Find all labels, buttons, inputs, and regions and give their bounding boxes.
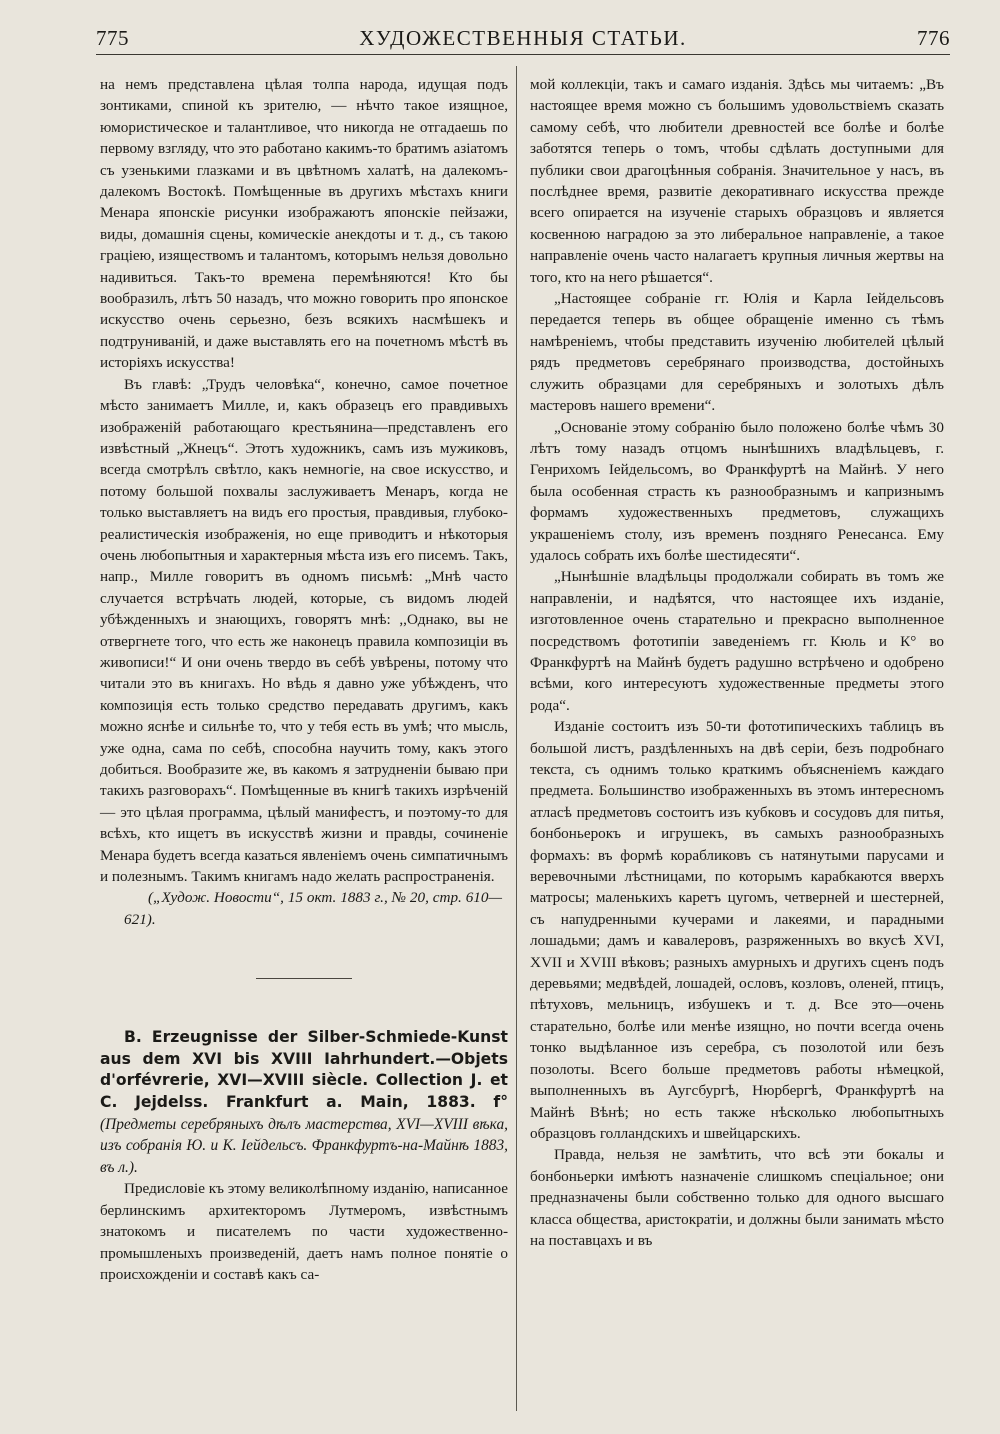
paragraph: Правда, нельзя не замѣтить, что всѣ эти бокалы и бонбоньерки имѣютъ назначеніе слишкомъ спеціальное; они предназначены были собственно только для одного высшаго класса общества, аристократіи, и должны были занимать мѣсто на поставцахъ и въ bbox=[530, 1146, 944, 1249]
running-title: ХУДОЖЕСТВЕННЫЯ СТАТЬИ. bbox=[359, 26, 687, 50]
paragraph: Изданіе состоитъ изъ 50-ти фототипическихъ таблицъ въ большой листъ, раздѣленныхъ на двѣ серіи, безъ подробнаго текста, съ однимъ только краткимъ объясненіемъ каждаго предмета. Большинство изображенныхъ въ этомъ интересномъ атласѣ предметовъ состоитъ изъ кубковъ и сосудовъ для питья, бонбоньерокъ и игрушекъ, въ самыхъ разнообразныхъ формахъ: въ формѣ корабликовъ съ натянутыми парусами и веревочными лѣстницами, по которымъ карабкаются вверхъ матросы; маленькихъ каретъ цугомъ, четверней и шестерней, съ напудренными кучерами и лакеями, и парадными лошадьми; дамъ и кавалеровъ, разряженныхъ во вкусѣ XVI, XVII и XVIII вѣковъ; разныхъ амурныхъ и другихъ сценъ подъ деревьями; медвѣдей, лошадей, ословъ, козловъ, оленей, птицъ, пѣтуховъ, мельницъ, избушекъ и т. д. Все это—очень старательно, болѣе или менѣе изящно, но почти всегда очень тонко выдѣланное изъ серебра, съ позолотой или безъ позолоты. Всего больше предметовъ работы нѣмецкой, выполненныхъ въ Аугсбургѣ, Нюрбергѣ, Франкфуртѣ на Майнѣ Вѣнѣ; но есть также нѣсколько любопытныхъ образцовъ голландскихъ и швейцарскихъ. bbox=[530, 718, 944, 1142]
paragraph: на немъ представлена цѣлая толпа народа, идущая подъ зонтиками, спиной къ зрителю, — нѣчто такое изящное, юмористическое и талантливое, что никогда не отгадаешь по первому взгляду, что это работано какимъ-то братимъ азіатомъ съ узенькими глазками и въ цвѣтномъ халатѣ, на далекомъ-далекомъ Востокѣ. Помѣщенные въ другихъ мѣстахъ книги Менара японскіе рисунки изображаютъ японскіе пейзажи, виды, домашнія сцены, комическіе анекдоты и т. д., съ такою граціею, изяществомъ и талантомъ, которымъ нельзя довольно надивиться. Такъ-то времена перемѣняются! Кто бы вообразилъ, лѣтъ 50 назадъ, что можно говорить про японское искусство очень серьезно, безъ всякихъ насмѣшекъ и подтруниваній, и даже выставлять его на почетномъ мѣстѣ въ исторіяхъ искусства! bbox=[100, 76, 508, 372]
paragraph: мой коллекціи, такъ и самаго изданія. Здѣсь мы читаемъ: „Въ настоящее время можно съ большимъ удовольствіемъ сказать самому себѣ, что любители древностей все болѣе и болѣе заботятся теперь о томъ, чтобы сдѣлать доступными для публики свои драгоцѣнныя собранія. Значительное у насъ, въ послѣднее время, развитіе декоративнаго искусства прежде всего опирается на изученіе старыхъ образцовъ и является косвенною наградою за это либеральное направленіе, а такое направленіе очень часто налагаетъ крупныя личныя жертвы на того, кто на него рѣшается“. bbox=[530, 76, 944, 286]
running-header bbox=[96, 22, 950, 55]
paragraph: Предисловіе къ этому великолѣпному изданію, написанное берлинскимъ архитекторомъ Лутмеромъ, извѣстнымъ знатокомъ и писателемъ по части художественно-промышленыхъ произведеній, даетъ намъ полное понятіе о происхожденіи и составѣ какъ са- bbox=[100, 1180, 508, 1284]
paragraph: „Нынѣшніе владѣльцы продолжали собирать въ томъ же направленіи, и надѣятся, что настоящее ихъ изданіе, изготовленное очень старательно и прекрасно выполненное посредствомъ фототипіи заведеніемъ гг. Кюль и К° во Франкфуртѣ на Майнѣ будетъ радушно встрѣчено и одобрено всѣми, кого интересуютъ художественные предметы этого рода“. bbox=[530, 568, 944, 714]
paragraph: Въ главѣ: „Трудъ человѣка“, конечно, самое почетное мѣсто занимаетъ Милле, и, какъ образецъ его правдивыхъ изображеній работающаго крестьянина—представленъ его извѣстный „Жнецъ“. Этотъ художникъ, самъ изъ мужиковъ, всегда смотрѣлъ свѣтло, какъ немногіе, на свое искусство, и потому большой похвалы заслуживаетъ Менаръ, когда не только выставляетъ на видъ его простыя, правдивыя, глубоко-реалистическія изображенія, но еще приводитъ и нѣкоторыя очень любопытныя и характерныя мѣста изъ его писемъ. Такъ, напр., Милле говоритъ въ одномъ письмѣ: „Мнѣ часто случается встрѣчать людей, которые, съ видомъ людей убѣжденныхъ и знающихъ, говорятъ мнѣ: ,,Однако, вы не отвергнете того, что есть же наконецъ правила композиціи въ живописи!“ И они очень твердо въ себѣ увѣрены, потому что читали это въ книгахъ. Но вѣдь я давно уже убѣжденъ, что композиція есть только средство передавать другимъ, какъ можно яснѣе и сильнѣе то, что у тебя есть въ умѣ; что мысль, уже одна, сама по себѣ, способна научить тому, какъ этого добиться. Вообразите же, въ какомъ я затрудненіи бываю при такихъ разговорахъ“. Помѣщенные въ книгѣ такихъ изрѣченій — это цѣлая программа, цѣлый манифестъ, и поэтому-то для всѣхъ, кто ищетъ въ искусствѣ жизни и правды, сочиненіе Менара будетъ всегда казаться явленіемъ очень симпатичнымъ и полезнымъ. Такимъ книгамъ надо желать распространенія. bbox=[100, 375, 508, 886]
right-column bbox=[530, 74, 944, 1251]
section-divider bbox=[256, 978, 352, 979]
paragraph: „Основаніе этому собранію было положено болѣе чѣмъ 30 лѣтъ тому назадъ отцомъ нынѣшнихъ владѣльцевъ, г. Генрихомъ Іейдельсомъ, во Франкфуртѣ на Майнѣ. У него была особенная страсть къ разнообразнымъ и капризнымъ формамъ художественныхъ предметовъ, служащихъ украшеніемъ столу, изъ временъ поздняго Ренесанса. Ему удалось собрать ихъ болѣе шестидесяти“. bbox=[530, 418, 944, 564]
page-number-left: 775 bbox=[96, 26, 129, 50]
book-entry-title bbox=[100, 1027, 508, 1178]
source-citation: („Худож. Новости“, 15 окт. 1883 г., № 20, стр. 610—621). bbox=[124, 889, 502, 928]
book-title-original: В. Erzeugnisse der Silber-Schmiede-Kunst aus dem XVI bis XVIII Iahrhundert.—Objets d'orfévrerie, XVI—XVIII siècle. Collection J. et C. Jejdelss. Frankfurt a. Main, 1883. f° bbox=[100, 1028, 508, 1112]
column-divider bbox=[516, 66, 517, 1411]
book-title-translation: (Предметы серебряныхъ дѣлъ мастерства, XVI—XVIII вѣка, изъ собранія Ю. и К. Іейдельсъ. Франкфуртъ-на-Майнѣ 1883, въ л.). bbox=[100, 1115, 508, 1176]
paragraph: „Настоящее собраніе гг. Юлія и Карла Іейдельсовъ передается теперь въ общее обращеніе именно съ тѣмъ намѣреніемъ, чтобы представить изученію любителей цѣлый рядъ предметовъ серебрянаго производства, достойныхъ служить образцами для серебряныхъ и золотыхъ дѣлъ мастеровъ нашего времени“. bbox=[530, 290, 944, 415]
page-number-right: 776 bbox=[917, 26, 950, 50]
left-column bbox=[100, 74, 508, 1285]
